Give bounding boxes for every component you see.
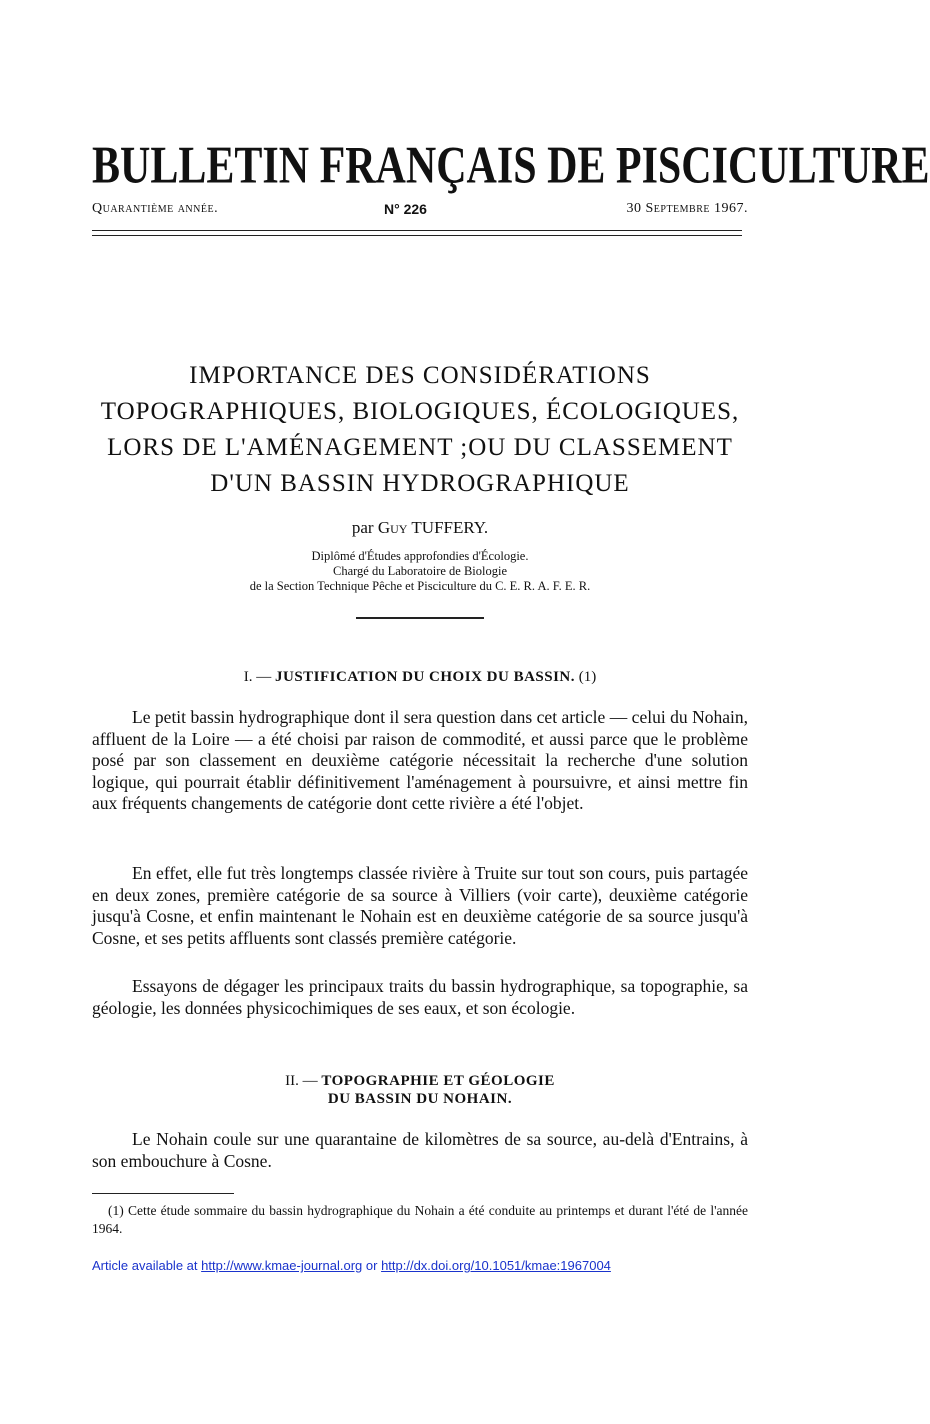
- section-2-title-line-1: TOPOGRAPHIE ET GÉOLOGIE: [321, 1073, 555, 1089]
- section-1-paragraph: [92, 707, 748, 815]
- article-title: [80, 358, 760, 502]
- paragraph-text: Le Nohain coule sur une quarantaine de kilomètres de sa source, au-delà d'Entrains, à son embouchure à Cosne.: [92, 1129, 748, 1171]
- affiliation-line: de la Section Technique Pêche et Pisciculture du C. E. R. A. F. E. R.: [249, 579, 591, 593]
- byline: [92, 518, 748, 538]
- masthead-rule-bottom: [92, 235, 742, 236]
- section-1-heading: [92, 669, 748, 686]
- issue-date: 30 Septembre 1967.: [626, 201, 748, 216]
- footnote: [92, 1202, 748, 1238]
- affiliation-line: Chargé du Laboratoire de Biologie: [332, 564, 508, 578]
- section-2-heading: [92, 1072, 748, 1108]
- paragraph-text: Le petit bassin hydrographique dont il sera question dans cet article — celui du Nohain, affluent de la Loire — a été choisi par raison de commodité, et aussi parce que le problème posé par son classement en deuxième catégorie nécessitait la recherche d'une solution logique, qui pourrait établir définitivement l'aménagement à poursuivre, et ainsi mettre fin aux fréquents changements de catégorie dont cette rivière a été l'objet.: [92, 707, 748, 814]
- paragraph-text: Essayons de dégager les principaux traits du bassin hydrographique, sa topographie, sa géologie, les données physicochimiques de ses eaux, et son écologie.: [92, 976, 748, 1018]
- footnote-text: (1) Cette étude sommaire du bassin hydrographique du Nohain a été conduite au printemps et durant l'été de l'année 1964.: [92, 1203, 748, 1236]
- article-title-line: D'UN BASSIN HYDROGRAPHIQUE: [210, 470, 630, 497]
- article-title-line: TOPOGRAPHIQUES, BIOLOGIQUES, ÉCOLOGIQUES,: [100, 398, 740, 425]
- section-2-number: II. —: [285, 1073, 318, 1089]
- section-2-paragraph: [92, 1129, 748, 1172]
- masthead-info-row: [92, 201, 748, 221]
- section-1-paragraph: [92, 976, 748, 1019]
- author-name: Guy TUFFERY.: [377, 518, 489, 537]
- section-2-title-line-2: DU BASSIN DU NOHAIN.: [327, 1091, 513, 1107]
- article-title-line: IMPORTANCE DES CONSIDÉRATIONS: [189, 362, 651, 389]
- availability-or: or: [365, 1258, 378, 1273]
- affiliation-line: Diplômé d'Études approfondies d'Écologie.: [311, 549, 529, 563]
- section-1-title: JUSTIFICATION DU CHOIX DU BASSIN.: [274, 669, 576, 685]
- footnote-rule: [92, 1193, 234, 1194]
- byline-prefix: par: [351, 518, 374, 537]
- issue-number: N° 226: [384, 201, 427, 217]
- volume-year-label: Quarantième année.: [92, 201, 219, 216]
- journal-link[interactable]: http://www.kmae-journal.org: [201, 1258, 363, 1273]
- availability-notice: [92, 1258, 611, 1273]
- section-1-number: I. —: [243, 669, 272, 685]
- doi-link[interactable]: http://dx.doi.org/10.1051/kmae:1967004: [381, 1258, 611, 1273]
- availability-prefix: Article available at: [92, 1258, 198, 1273]
- journal-masthead-title: BULLETIN FRANÇAIS DE PISCICULTURE: [92, 137, 930, 195]
- paragraph-text: En effet, elle fut très longtemps classée rivière à Truite sur tout son cours, puis partagée en deux zones, première catégorie de sa source à Villiers (voir carte), deuxième catégorie jusqu'à Cosne, et enfin maintenant le Nohain est en deuxième catégorie de sa source jusqu'à Cosne, et ses petits affluents sont classés première catégorie.: [92, 863, 748, 948]
- title-separator-rule: [356, 617, 484, 619]
- masthead-rule-top: [92, 230, 742, 231]
- section-1-paragraph: [92, 863, 748, 949]
- article-title-line: LORS DE L'AMÉNAGEMENT ;OU DU CLASSEMENT: [107, 434, 733, 461]
- section-1-note-ref: (1): [578, 669, 597, 685]
- author-affiliation: [92, 549, 748, 594]
